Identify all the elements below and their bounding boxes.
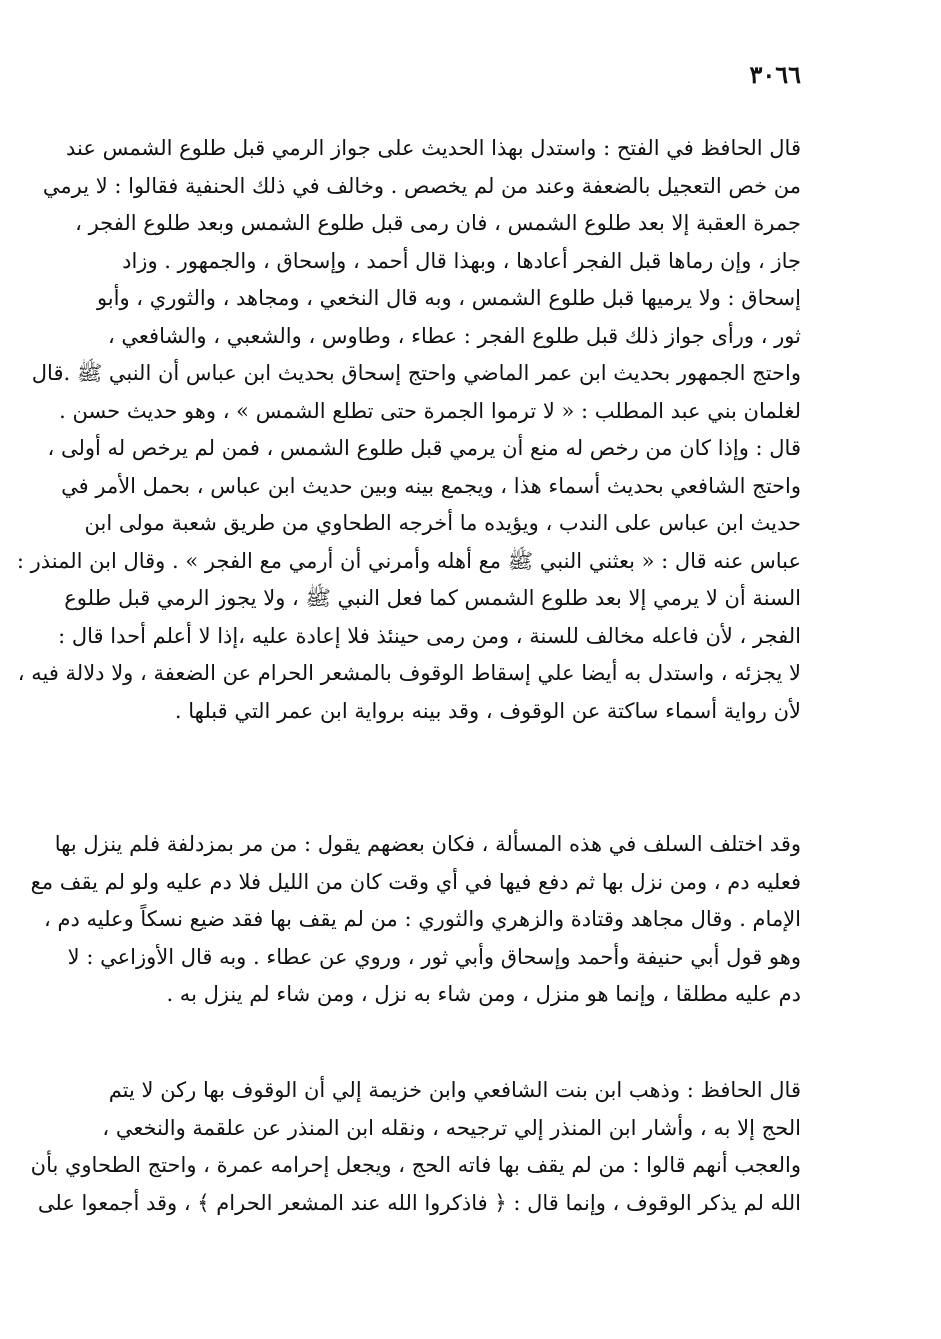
text-line: إسحاق : ولا يرميها قبل طلوع الشمس ، وبه قال النخعي ، ومجاهد ، والثوري ، وأبو: [96, 286, 801, 310]
paragraph-3: [30, 1072, 801, 1222]
text-line: قال : وإذا كان من رخص له منع أن يرمي قبل طلوع الشمس ، فمن لم يرخص له أولى ،: [47, 436, 801, 460]
text-line: لغلمان بني عبد المطلب : « لا ترموا الجمرة حتى تطلع الشمس » ، وهو حديث حسن .: [59, 398, 801, 423]
text-line: جاز ، وإن رماها قبل الفجر أعادها ، وبهذا قال أحمد ، وإسحاق ، والجمهور . وزاد: [122, 248, 801, 273]
text-line: وقد اختلف السلف في هذه المسألة ، فكان بعضهم يقول : من مر بمزدلفة فلم ينزل بها: [54, 832, 801, 856]
paragraph-1: [16, 130, 801, 730]
text-line: ثور ، ورأى جواز ذلك قبل طلوع الفجر : عطاء ، وطاوس ، والشعبي ، والشافعي ،: [107, 323, 801, 348]
text-line: واحتج الشافعي بحديث أسماء هذا ، ويجمع بينه وبين حديث ابن عباس ، بحمل الأمر في: [61, 473, 801, 498]
text-line: حديث ابن عباس على الندب ، ويؤيده ما أخرجه الطحاوي من طريق شعبة مولى ابن: [84, 511, 801, 535]
text-line: من خص التعجيل بالضعفة وعند من لم يخصص . وخالف في ذلك الحنفية فقالوا : لا يرمي: [42, 173, 801, 198]
text-line: السنة أن لا يرمي إلا بعد طلوع الشمس كما فعل النبي ﷺ ، ولا يجوز الرمي قبل طلوع: [64, 586, 801, 610]
text-line: الفجر ، لأن فاعله مخالف للسنة ، ومن رمى حينئذ فلا إعادة عليه ،إذا لا أعلم أحدا قال :: [58, 623, 801, 648]
page-number: ٣٠٦٦: [749, 60, 801, 89]
text-line: عباس عنه قال : « بعثني النبي ﷺ مع أهله وأمرني أن أرمي مع الفجر » . وقال ابن المنذر :: [16, 548, 801, 573]
text-line: فعليه دم ، ومن نزل بها ثم دفع فيها في أي وقت كان من الليل فلا دم عليه ولو لم يقف مع: [30, 869, 801, 894]
text-line: والعجب أنهم قالوا : من لم يقف بها فاته الحج ، ويجعل إحرامه عمرة ، واحتج الطحاوي بأن: [30, 1153, 801, 1177]
text-line: لا يجزئه ، واستدل به أيضا علي إسقاط الوقوف بالمشعر الحرام عن الضعفة ، ولا دلالة فيه ،: [17, 661, 801, 685]
text-line: الله لم يذكر الوقوف ، وإنما قال : ﴿ فاذكروا الله عند المشعر الحرام ﴾ ، وقد أجمعوا على: [37, 1190, 801, 1215]
text-line: الحج إلا به ، وأشار ابن المنذر إلي ترجيحه ، ونقله ابن المنذر عن علقمة والنخعي ،: [102, 1115, 801, 1140]
text-line: الإمام . وقال مجاهد وقتادة والزهري والثوري : من لم يقف بها فقد ضيع نسكاً وعليه دم ،: [44, 907, 801, 931]
paragraph-2: [30, 826, 801, 1014]
text-line: وهو قول أبي حنيفة وأحمد وإسحاق وأبي ثور ، وروي عن عطاء . وبه قال الأوزاعي : لا: [67, 944, 801, 969]
text-line: دم عليه مطلقا ، وإنما هو منزل ، ومن شاء به نزل ، ومن شاء لم ينزل به .: [166, 982, 801, 1006]
text-line: قال الحافظ : وذهب ابن بنت الشافعي وابن خزيمة إلي أن الوقوف بها ركن لا يتم: [108, 1078, 801, 1102]
text-line: لأن رواية أسماء ساكتة عن الوقوف ، وقد بينه برواية ابن عمر التي قبلها .: [174, 698, 801, 723]
text-line: جمرة العقبة إلا بعد طلوع الشمس ، فان رمى قبل طلوع الشمس وبعد طلوع الفجر ،: [75, 211, 801, 235]
text-line: قال الحافظ في الفتح : واستدل بهذا الحديث على جواز الرمي قبل طلوع الشمس عند: [66, 136, 801, 160]
text-line: واحتج الجمهور بحديث ابن عمر الماضي واحتج إسحاق بحديث ابن عباس أن النبي ﷺ .قال: [31, 361, 801, 385]
